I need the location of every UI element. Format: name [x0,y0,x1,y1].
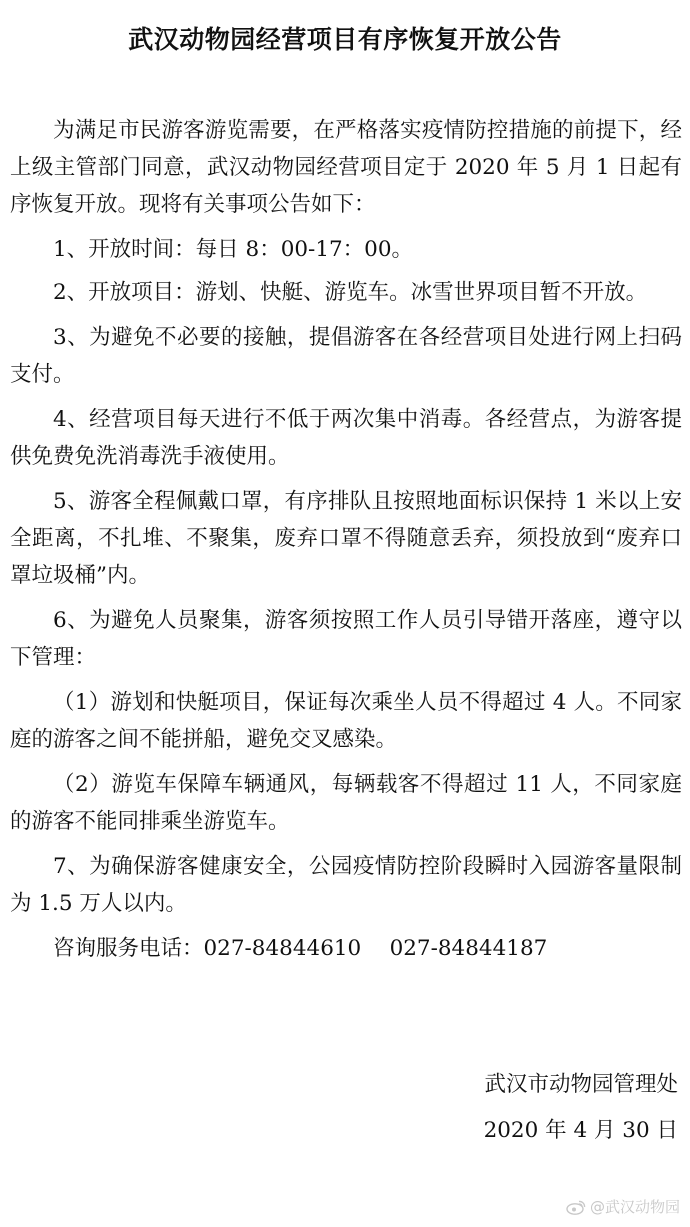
item-open-projects: 2、开放项目：游划、快艇、游览车。冰雪世界项目暂不开放。 [53,280,648,305]
item-disinfection: 4、经营项目每天进行不低于两次集中消毒。各经营点，为游客提供免费免洗消毒洗手液使用。 [10,407,682,469]
item-visitor-limit: 7、为确保游客健康安全，公园疫情防控阶段瞬时入园游客量限制为 1.5 万人以内。 [10,854,682,916]
watermark-text: @武汉动物园 [589,1198,680,1216]
weibo-icon [566,1199,586,1215]
notice-body [10,112,682,975]
notice-title: 武汉动物园经营项目有序恢复开放公告 [128,25,562,54]
item-opening-hours: 1、开放时间：每日 8：00-17：00。 [53,237,414,262]
issuer-name: 武汉市动物园管理处 [484,1072,678,1097]
issue-date: 2020 年 4 月 30 日 [483,1118,678,1143]
weibo-watermark [566,1196,680,1217]
subitem-boats: （1）游划和快艇项目，保证每次乘坐人员不得超过 4 人。不同家庭的游客之间不能拼船，避免交叉感染。 [10,690,682,752]
intro-paragraph: 为满足市民游客游览需要，在严格落实疫情防控措施的前提下，经上级主管部门同意，武汉动物园经营项目定于 2020 年 5 月 1 日起有序恢复开放。现将有关事项公告如下： [10,118,682,217]
consult-phone: 咨询服务电话：027-84844610 027-84844187 [53,936,548,961]
subitem-tour-car: （2）游览车保障车辆通风，每辆载客不得超过 11 人，不同家庭的游客不能同排乘坐游览车。 [10,772,682,834]
item-masks-distance: 5、游客全程佩戴口罩，有序排队且按照地面标识保持 1 米以上安全距离，不扎堆、不聚集，废弃口罩不得随意丢弃，须投放到“废弃口罩垃圾桶”内。 [10,489,682,588]
item-online-payment: 3、为避免不必要的接触，提倡游客在各经营项目处进行网上扫码支付。 [10,325,682,387]
item-seating-rules: 6、为避免人员聚集，游客须按照工作人员引导错开落座，遵守以下管理： [10,608,682,670]
